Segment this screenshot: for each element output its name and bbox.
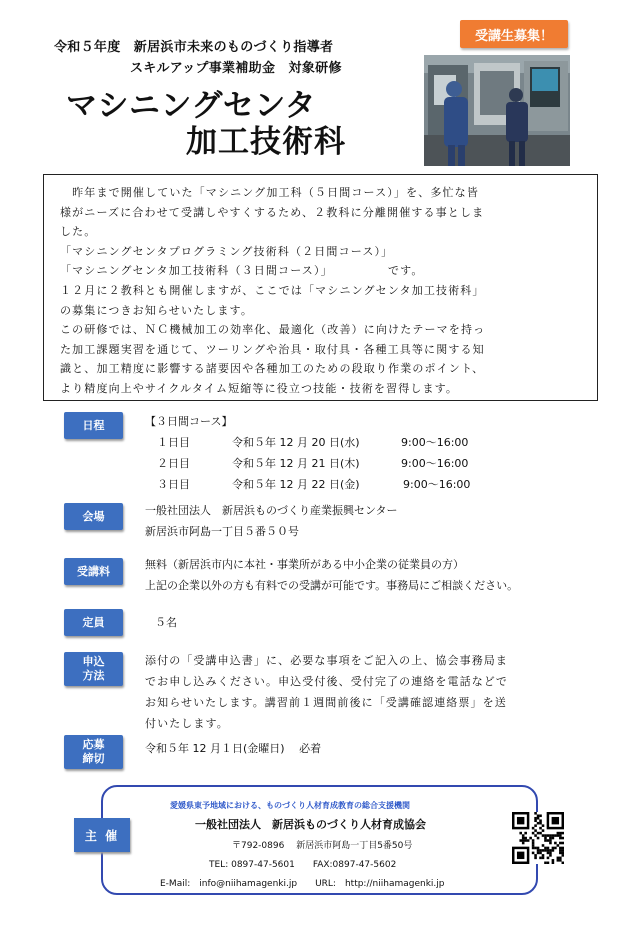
org-address: 〒792-0896 新居浜市阿島一丁目5番50号	[232, 841, 413, 851]
application-line: 付いたします。	[145, 717, 229, 730]
schedule-time: 9:00～16:00	[403, 478, 471, 491]
intro-line: した。	[60, 225, 97, 239]
intro-line: 昨年まで開催していた「マシニング加工科（５日間コース）」を、多忙な皆	[60, 186, 479, 199]
fee-note: 上記の企業以外の方も有料での受講が可能です。事務局にご相談ください。	[145, 579, 519, 592]
capacity-label: 定員	[64, 609, 123, 636]
application-label-line: 方法	[82, 669, 105, 682]
fee-free: 無料（新居浜市内に本社・事業所がある中小企業の従業員の方）	[145, 558, 464, 571]
venue-section	[145, 500, 585, 542]
intro-line: の募集につきお知らせいたします。	[60, 303, 253, 317]
intro-line: 様がニーズに合わせて受講しやすくするため、２教科に分離開催する事としま	[60, 205, 485, 219]
application-section	[145, 650, 585, 734]
schedule-row	[145, 432, 585, 453]
application-line: 添付の「受講申込書」に、必要な事項をご記入の上、協会事務局ま	[145, 654, 508, 667]
intro-line: 「マシニングセンタ加工技術科（３日間コース）」 です。	[60, 264, 424, 278]
capacity-value: ５名	[155, 616, 177, 629]
deadline-value: 令和５年 12 月１日(金曜日) 必着	[145, 742, 322, 755]
intro-line: この研修では、ＮＣ機械加工の効率化、最適化（改善）に向けたテーマを持っ	[60, 323, 486, 337]
schedule-date: 令和５年 12 月 21 日(木)	[232, 457, 360, 470]
schedule-row	[145, 474, 585, 495]
schedule-section	[145, 411, 585, 495]
fee-label: 受講料	[64, 558, 123, 585]
schedule-date: 令和５年 12 月 22 日(金)	[232, 478, 360, 491]
schedule-day: ２日目	[157, 457, 190, 470]
intro-line: 「マシニングセンタプログラミング技術科（２日間コース）」	[60, 244, 394, 258]
org-email-url: E-Mail: info@niihamagenki.jp URL: http://niihamagenki.jp	[160, 879, 445, 889]
venue-address: 新居浜市阿島一丁目５番５０号	[145, 525, 299, 538]
schedule-time: 9:00～16:00	[401, 457, 469, 470]
application-label-line: 申込	[82, 655, 105, 668]
subsidy-line: スキルアップ事業補助金 対象研修	[130, 61, 342, 76]
venue-name: 一般社団法人 新居浜ものづくり産業振興センター	[145, 504, 398, 517]
schedule-date: 令和５年 12 月 20 日(水)	[232, 436, 360, 449]
venue-label: 会場	[64, 503, 123, 530]
intro-line: た加工課題実習を通じて、ツーリングや治具・取付具・各種工具等に関する知	[60, 342, 485, 356]
page-title-line1: マシニングセンタ	[66, 88, 317, 124]
schedule-day: ３日目	[157, 478, 190, 491]
fee-section	[145, 554, 615, 596]
deadline-label-line: 締切	[82, 752, 105, 765]
intro-line: 識と、加工精度に影響する諸要因や各種加工のための段取り作業のポイント、	[60, 362, 485, 376]
qr-code[interactable]	[512, 812, 564, 864]
intro-box	[43, 174, 598, 401]
org-tagline: 愛媛県東予地域における、ものづくり人材育成教育の総合支援機関	[170, 801, 410, 810]
recruit-badge: 受講生募集！	[460, 20, 568, 48]
application-line: でお申し込みください。申込受付後、受付完了の連絡を電話などで	[145, 675, 508, 688]
application-line: お知らせいたします。講習前１週間前後に「受講確認連絡票」を送	[145, 696, 507, 709]
application-label	[64, 652, 123, 686]
schedule-day: １日目	[157, 436, 190, 449]
page-title-line2: 加工技術科	[186, 124, 346, 160]
org-phone-fax: TEL: 0897-47-5601 FAX:0897-47-5602	[209, 860, 397, 870]
machining-center-photo	[424, 55, 570, 166]
course-length: 【３日間コース】	[145, 415, 233, 428]
schedule-row	[145, 453, 585, 474]
program-line: 令和５年度 新居浜市未来のものづくり指導者	[54, 40, 334, 55]
host-label: 主 催	[74, 818, 130, 852]
org-name: 一般社団法人 新居浜ものづくり人材育成協会	[195, 818, 426, 831]
deadline-label-line: 応募	[82, 738, 105, 751]
intro-line: より精度向上やサイクルタイム短縮等に役立つ技能・技術を習得します。	[60, 381, 459, 395]
schedule-label: 日程	[64, 412, 123, 439]
schedule-time: 9:00～16:00	[401, 436, 469, 449]
intro-line: １２月に２教科とも開催しますが、ここでは「マシニングセンタ加工技術科」	[60, 283, 485, 297]
deadline-label	[64, 735, 123, 769]
